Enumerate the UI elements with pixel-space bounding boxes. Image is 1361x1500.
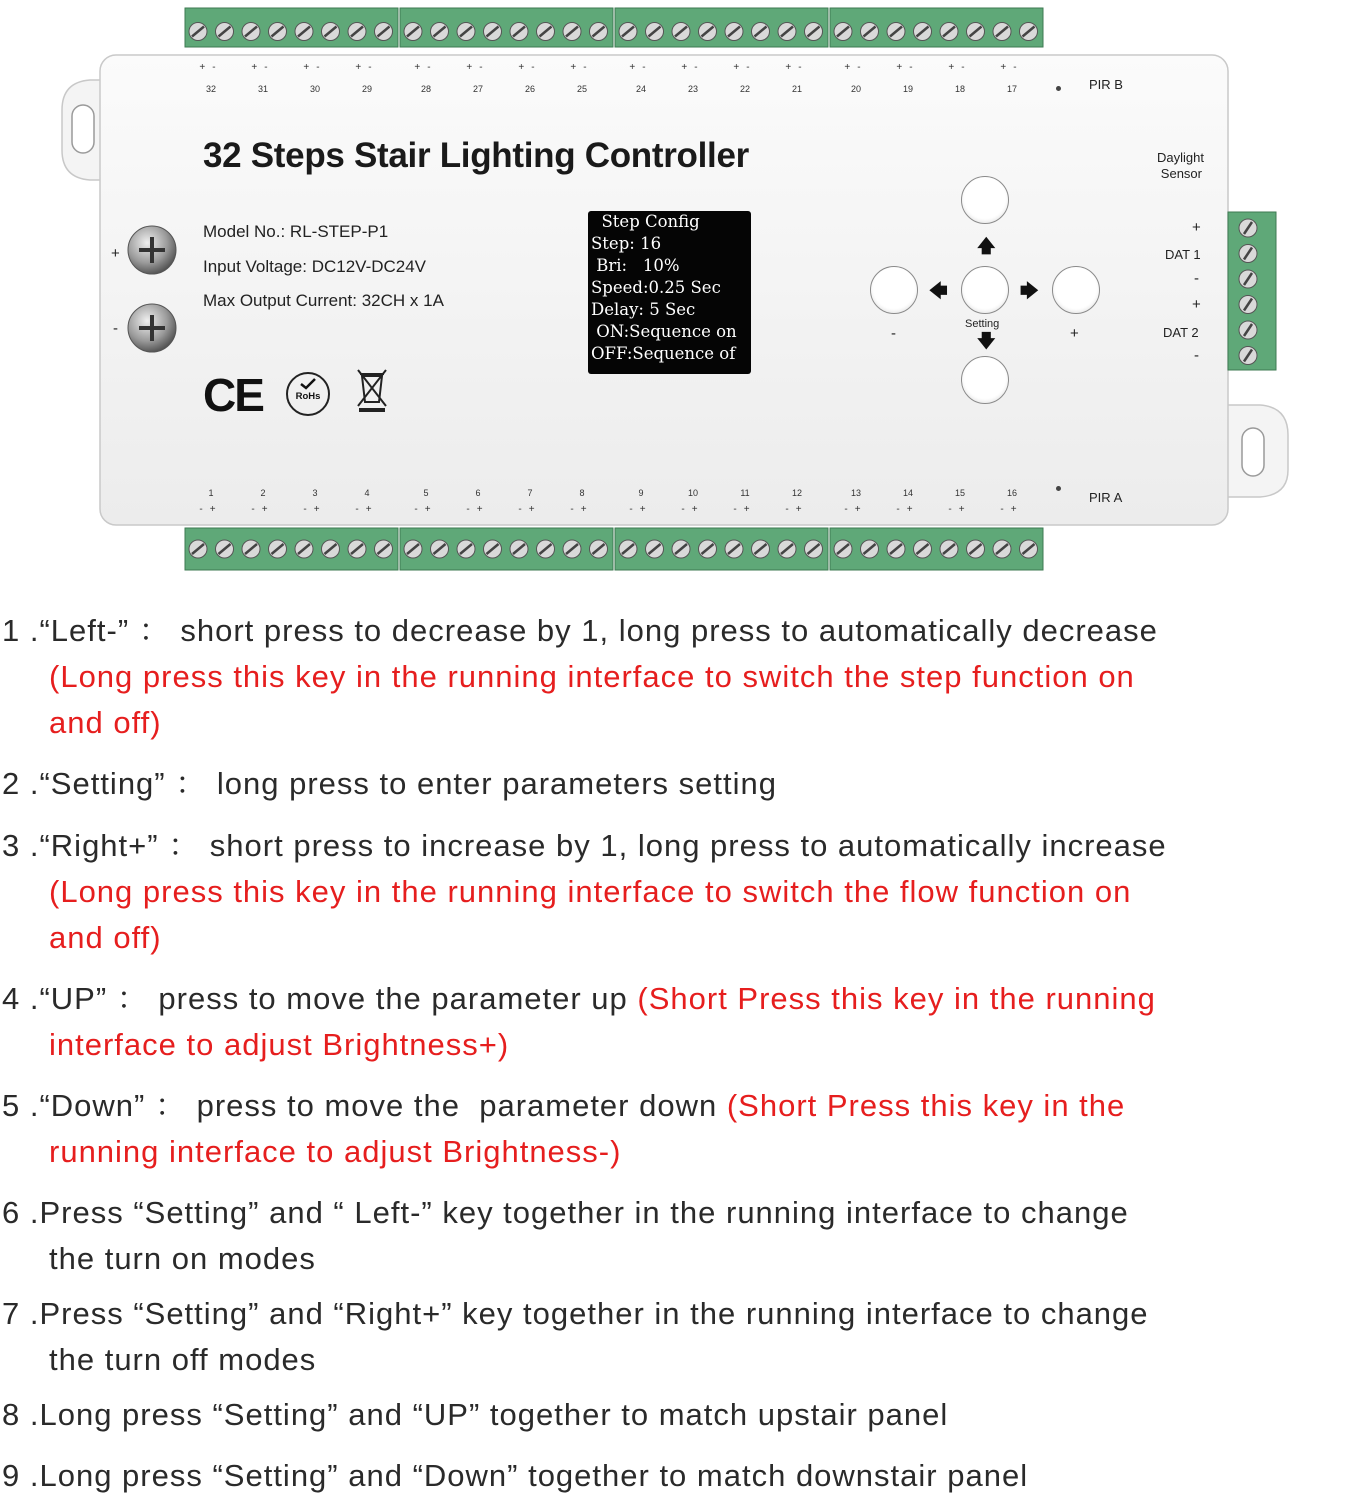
channel-number: 28 xyxy=(420,84,431,94)
dat1-minus: - xyxy=(1194,270,1199,287)
dat2-minus: - xyxy=(1194,347,1199,364)
input-voltage: Input Voltage: DC12V-DC24V xyxy=(203,257,427,276)
instruction-note: and off) xyxy=(49,920,162,955)
instruction-line xyxy=(2,1337,1149,1383)
instruction-note: running interface to adjust Brightness-) xyxy=(49,1134,622,1169)
channel-number: 30 xyxy=(309,84,320,94)
arrow-up-icon: 🡅 xyxy=(977,236,996,256)
channel-polarity: +- xyxy=(199,62,223,73)
channel-number: 2 xyxy=(260,488,266,498)
instruction-text: 8 .Long press “Setting” and “UP” together to match upstair panel xyxy=(2,1397,949,1432)
left-minus-button[interactable] xyxy=(870,266,918,314)
up-button[interactable] xyxy=(961,176,1009,224)
instruction-text: 6 .Press “Setting” and “ Left-” key together in the running interface to change xyxy=(2,1195,1129,1230)
channel-polarity: -+ xyxy=(414,504,438,515)
channel-polarity: -+ xyxy=(948,504,972,515)
arrow-down-icon: 🡇 xyxy=(977,331,996,351)
channel-number: 19 xyxy=(902,84,913,94)
screen-line-delay: Delay: 5 Sec xyxy=(591,300,696,319)
channel-number: 22 xyxy=(739,84,750,94)
instruction-note: interface to adjust Brightness+) xyxy=(49,1027,510,1062)
input-plus: + xyxy=(111,245,120,262)
channel-number: 32 xyxy=(205,84,216,94)
pir-b-indicator xyxy=(1056,86,1061,91)
pir-a-indicator xyxy=(1056,486,1061,491)
channel-polarity: +- xyxy=(681,62,705,73)
channel-polarity: +- xyxy=(896,62,920,73)
channel-polarity: -+ xyxy=(355,504,379,515)
instruction-line xyxy=(2,654,1158,700)
instruction-line xyxy=(2,1453,1028,1499)
channel-polarity: -+ xyxy=(303,504,327,515)
channel-polarity: +- xyxy=(629,62,653,73)
channel-polarity: +- xyxy=(948,62,972,73)
channel-polarity: +- xyxy=(355,62,379,73)
channel-polarity: +- xyxy=(570,62,594,73)
instruction-text: 9 .Long press “Setting” and “Down” together to match downstair panel xyxy=(2,1458,1029,1493)
instruction-item-2 xyxy=(2,761,777,807)
setting-button[interactable] xyxy=(961,266,1009,314)
instruction-text: 1 .“Left-” ： short press to decrease by 1, long press to automatically decrease xyxy=(2,613,1158,648)
dat2-plus: + xyxy=(1192,296,1201,313)
device-title: 32 Steps Stair Lighting Controller xyxy=(203,136,749,175)
channel-polarity: +- xyxy=(414,62,438,73)
arrow-right-icon: 🡆 xyxy=(1020,281,1039,301)
channel-number: 14 xyxy=(902,488,913,498)
channel-number: 26 xyxy=(524,84,535,94)
instruction-text: 7 .Press “Setting” and “Right+” key together in the running interface to change xyxy=(2,1296,1149,1331)
instruction-line xyxy=(2,1129,1125,1175)
channel-polarity: +- xyxy=(1000,62,1024,73)
power-input-screws xyxy=(125,222,185,362)
screen-line-off: OFF:Sequence of xyxy=(591,344,736,363)
channel-number: 13 xyxy=(850,488,861,498)
instruction-item-3 xyxy=(2,823,1167,961)
instruction-line xyxy=(2,869,1167,915)
right-button-plus-sign: + xyxy=(1070,325,1079,342)
channel-polarity: +- xyxy=(251,62,275,73)
instruction-line xyxy=(2,1022,1156,1068)
instruction-item-5 xyxy=(2,1083,1125,1175)
oled-display xyxy=(588,211,751,374)
channel-polarity: +- xyxy=(733,62,757,73)
channel-number: 18 xyxy=(954,84,965,94)
model-number: Model No.: RL-STEP-P1 xyxy=(203,222,389,241)
instruction-note: (Short Press this key in the xyxy=(726,1088,1126,1123)
right-plus-button[interactable] xyxy=(1052,266,1100,314)
instruction-line xyxy=(2,823,1167,869)
channel-number: 21 xyxy=(791,84,802,94)
instruction-note: (Long press this key in the running interface to switch the flow function on xyxy=(49,874,1132,909)
instruction-item-4 xyxy=(2,976,1156,1068)
instruction-item-1 xyxy=(2,608,1158,746)
instruction-line xyxy=(2,915,1167,961)
instruction-item-6 xyxy=(2,1190,1129,1282)
channel-number: 11 xyxy=(740,488,750,498)
channel-number: 8 xyxy=(579,488,585,498)
daylight-sensor-label: Daylight Sensor xyxy=(1157,150,1204,181)
channel-number: 5 xyxy=(423,488,429,498)
instruction-line xyxy=(2,1392,948,1438)
ce-mark-icon: CE xyxy=(203,369,263,421)
instruction-text: the turn off modes xyxy=(49,1342,317,1377)
instruction-text: 5 .“Down” ： press to move the parameter down xyxy=(2,1088,727,1123)
instruction-item-7 xyxy=(2,1291,1149,1383)
instruction-line xyxy=(2,700,1158,746)
instruction-note: (Short Press this key in the running xyxy=(637,981,1156,1016)
channel-number: 4 xyxy=(364,488,370,498)
screen-line-brightness: Bri: 10% xyxy=(591,256,680,275)
channel-polarity: +- xyxy=(844,62,868,73)
channel-number: 6 xyxy=(475,488,481,498)
channel-polarity: -+ xyxy=(1000,504,1024,515)
weee-bin-icon xyxy=(352,366,392,414)
rohs-icon: RoHs xyxy=(286,372,330,416)
instruction-line xyxy=(2,1236,1129,1282)
channel-number: 12 xyxy=(791,488,802,498)
channel-polarity: -+ xyxy=(466,504,490,515)
channel-polarity: +- xyxy=(466,62,490,73)
left-button-minus-sign: - xyxy=(891,325,896,342)
max-output-current: Max Output Current: 32CH x 1A xyxy=(203,291,444,310)
screen-line-title: Step Config xyxy=(591,212,700,231)
dat1-plus: + xyxy=(1192,219,1201,236)
channel-polarity: -+ xyxy=(629,504,653,515)
instruction-item-9 xyxy=(2,1453,1028,1499)
channel-number: 29 xyxy=(361,84,372,94)
channel-polarity: +- xyxy=(518,62,542,73)
instruction-line xyxy=(2,1291,1149,1337)
channel-polarity: -+ xyxy=(199,504,223,515)
instruction-line xyxy=(2,608,1158,654)
instruction-line xyxy=(2,1083,1125,1129)
channel-polarity: -+ xyxy=(785,504,809,515)
dat1-label: DAT 1 xyxy=(1165,247,1201,262)
screen-line-speed: Speed:0.25 Sec xyxy=(591,278,721,297)
channel-number: 20 xyxy=(850,84,861,94)
channel-number: 31 xyxy=(257,84,268,94)
channel-number: 25 xyxy=(576,84,587,94)
channel-number: 17 xyxy=(1006,84,1017,94)
instruction-text: 3 .“Right+” ： short press to increase by 1, long press to automatically increase xyxy=(2,828,1167,863)
channel-number: 23 xyxy=(687,84,698,94)
channel-polarity: +- xyxy=(785,62,809,73)
pir-b-label: PIR B xyxy=(1089,77,1123,92)
pir-a-label: PIR A xyxy=(1089,490,1123,505)
channel-number: 10 xyxy=(687,488,698,498)
instruction-text: 4 .“UP” ： press to move the parameter up xyxy=(2,981,638,1016)
channel-polarity: -+ xyxy=(518,504,542,515)
instruction-text: the turn on modes xyxy=(49,1241,316,1276)
channel-polarity: -+ xyxy=(251,504,275,515)
setting-label: Setting xyxy=(965,318,1000,330)
channel-polarity: +- xyxy=(303,62,327,73)
channel-polarity: -+ xyxy=(570,504,594,515)
channel-number: 7 xyxy=(527,488,533,498)
instruction-item-8 xyxy=(2,1392,948,1438)
instruction-line xyxy=(2,761,777,807)
instruction-line xyxy=(2,976,1156,1022)
channel-number: 9 xyxy=(638,488,644,498)
channel-number: 27 xyxy=(472,84,483,94)
down-button[interactable] xyxy=(961,356,1009,404)
channel-number: 3 xyxy=(312,488,318,498)
channel-polarity: -+ xyxy=(681,504,705,515)
channel-polarity: -+ xyxy=(844,504,868,515)
channel-number: 1 xyxy=(208,488,214,498)
channel-number: 24 xyxy=(635,84,646,94)
controller-device-image xyxy=(0,0,1361,590)
screen-line-step: Step: 16 xyxy=(591,234,662,253)
instruction-line xyxy=(2,1190,1129,1236)
instruction-note: and off) xyxy=(49,705,162,740)
input-minus: - xyxy=(113,320,118,337)
channel-polarity: -+ xyxy=(896,504,920,515)
instruction-text: 2 .“Setting” ： long press to enter parameters setting xyxy=(2,766,777,801)
channel-number: 15 xyxy=(954,488,965,498)
channel-number: 16 xyxy=(1006,488,1017,498)
instruction-note: (Long press this key in the running interface to switch the step function on xyxy=(49,659,1135,694)
channel-polarity: -+ xyxy=(733,504,757,515)
dat2-label: DAT 2 xyxy=(1163,325,1199,340)
screen-line-on: ON:Sequence on xyxy=(591,322,737,341)
arrow-left-icon: 🡄 xyxy=(929,281,948,301)
